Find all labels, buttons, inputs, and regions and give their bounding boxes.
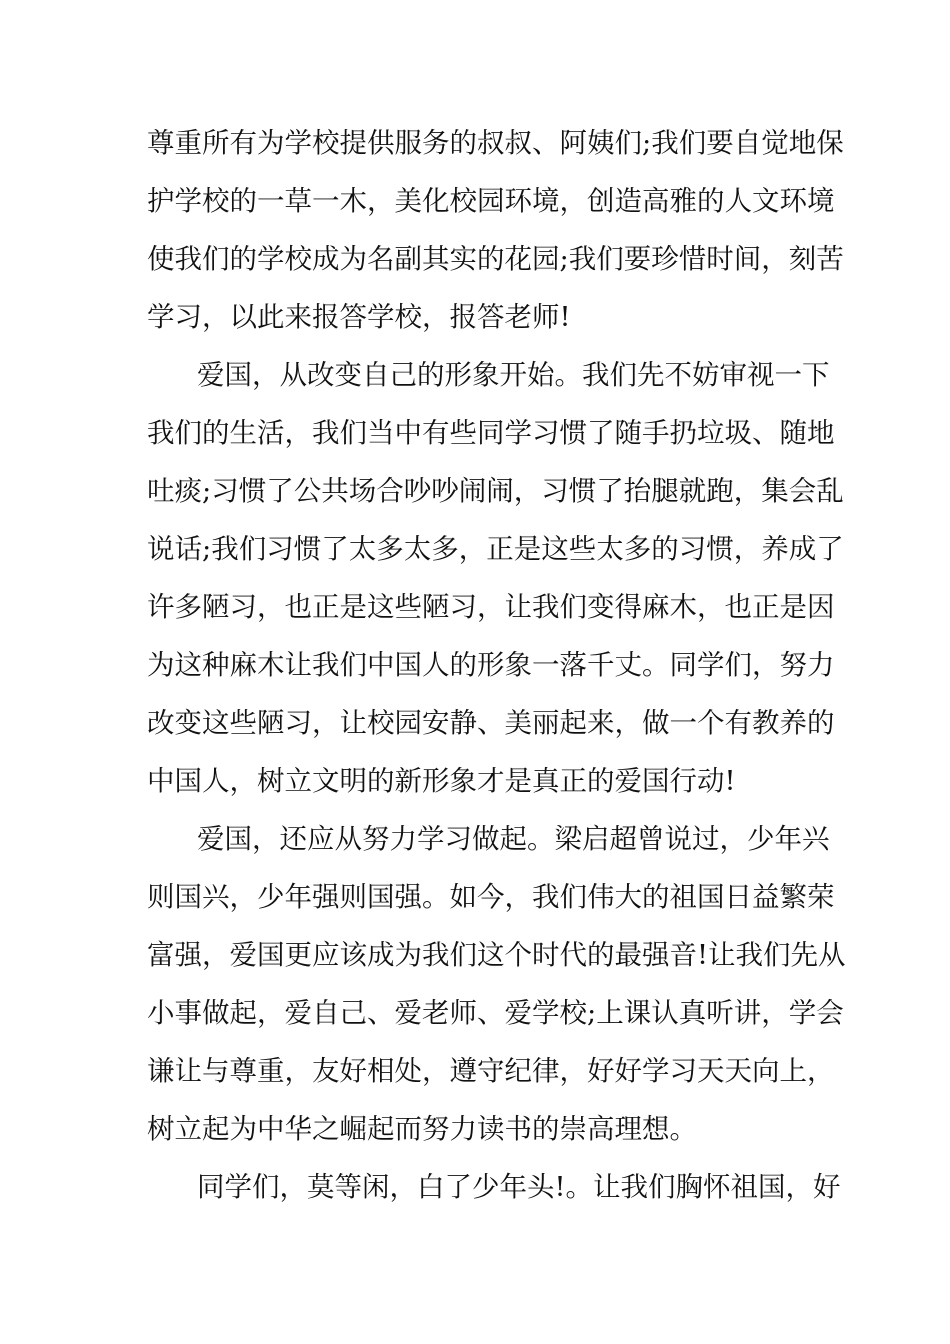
paragraph-first-line: 爱国，从改变自己的形象开始。我们先不妨审视一下	[197, 359, 830, 391]
text-line: 富强，爱国更应该成为我们这个时代的最强音!让我们先从	[147, 939, 846, 971]
text-line: 为这种麻木让我们中国人的形象一落千丈。同学们，努力	[147, 649, 835, 681]
text-line: 改变这些陋习，让校园安静、美丽起来，做一个有教养的	[147, 707, 835, 739]
text-line: 说话;我们习惯了太多太多，正是这些太多的习惯，养成了	[147, 533, 844, 565]
paragraph-first-line: 爱国，还应从努力学习做起。梁启超曾说过，少年兴	[197, 823, 830, 855]
text-line: 树立起为中华之崛起而努力读书的崇高理想。	[147, 1113, 697, 1145]
text-line: 许多陋习，也正是这些陋习，让我们变得麻木，也正是因	[147, 591, 835, 623]
text-line: 吐痰;习惯了公共场合吵吵闹闹，习惯了抬腿就跑，集会乱	[147, 475, 844, 507]
text-line: 小事做起，爱自己、爱老师、爱学校;上课认真听讲，学会	[147, 997, 844, 1029]
text-line: 谦让与尊重，友好相处，遵守纪律，好好学习天天向上，	[147, 1055, 835, 1087]
text-line: 使我们的学校成为名副其实的花园;我们要珍惜时间，刻苦	[147, 243, 844, 275]
text-line: 尊重所有为学校提供服务的叔叔、阿姨们;我们要自觉地保	[147, 127, 844, 159]
text-line: 护学校的一草一木，美化校园环境，创造高雅的人文环境	[147, 185, 835, 217]
text-line: 学习，以此来报答学校，报答老师!	[147, 301, 571, 333]
paragraph-first-line: 同学们，莫等闲，白了少年头!。让我们胸怀祖国，好	[197, 1171, 841, 1203]
text-line: 我们的生活，我们当中有些同学习惯了随手扔垃圾、随地	[147, 417, 835, 449]
text-line: 则国兴，少年强则国强。如今，我们伟大的祖国日益繁荣	[147, 881, 835, 913]
text-line: 中国人，树立文明的新形象才是真正的爱国行动!	[147, 765, 736, 797]
